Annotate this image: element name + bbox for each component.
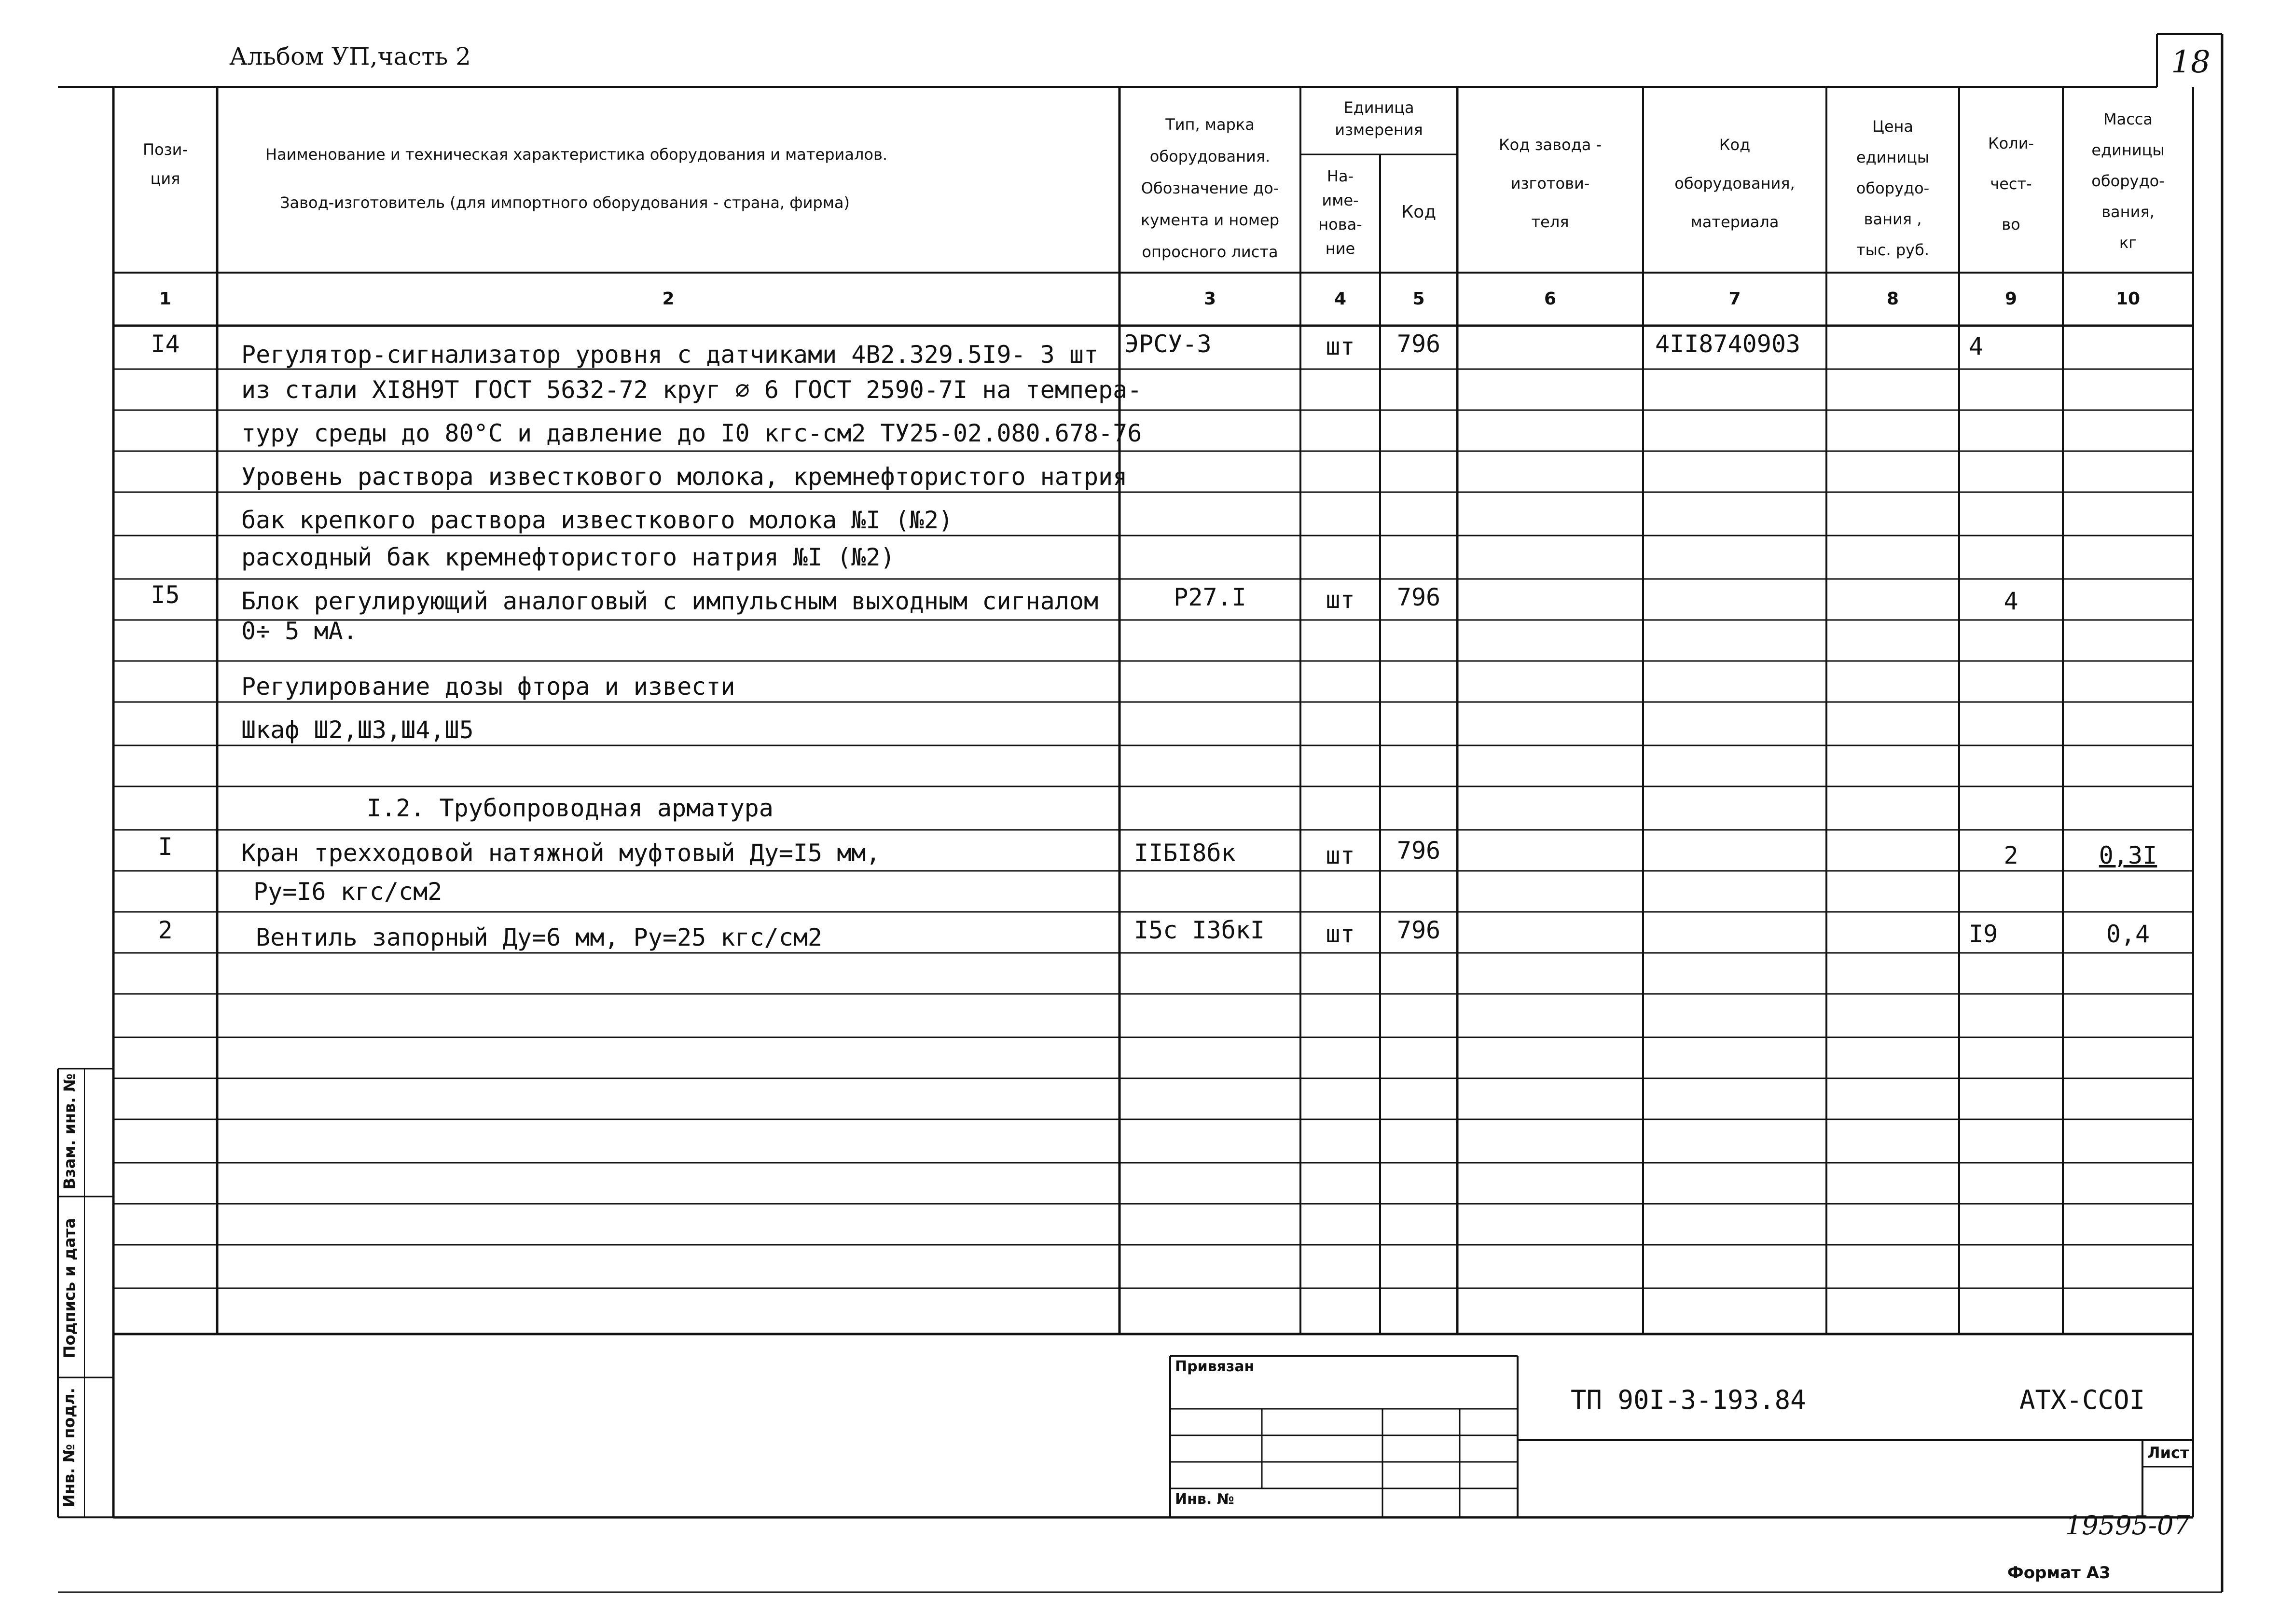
section-heading: I.2. Трубопроводная арматура bbox=[367, 794, 774, 822]
row-name: Уровень раствора известкового молока, кремнефтористого натрия bbox=[241, 463, 1128, 491]
row-type: Р27.I bbox=[1174, 583, 1246, 611]
header-col5: Код bbox=[1401, 202, 1437, 222]
sheet-label: Лист bbox=[2147, 1444, 2189, 1462]
row-code: 796 bbox=[1396, 837, 1441, 865]
row-position: 2 bbox=[158, 916, 173, 944]
column-number: 6 bbox=[1544, 289, 1557, 309]
row-equipment-code: 4II8740903 bbox=[1655, 330, 1801, 358]
side-label-podpis: Подпись и дата bbox=[60, 1218, 79, 1359]
row-name: Регулирование дозы фтора и извести bbox=[241, 673, 735, 701]
document-mark: АТХ-ССОI bbox=[2019, 1385, 2145, 1415]
row-name: 0÷ 5 мА. bbox=[241, 617, 358, 645]
column-number: 9 bbox=[2004, 289, 2017, 309]
row-unit: шт bbox=[1326, 586, 1355, 614]
header-col2: Наименование и техническая характеристика оборудования и материалов. Завод-изготовитель (для импортного оборудования - страна, фирма) bbox=[265, 145, 887, 212]
column-number: 10 bbox=[2115, 289, 2141, 309]
column-number: 3 bbox=[1203, 289, 1216, 309]
column-number: 5 bbox=[1412, 289, 1425, 309]
side-label-inv: Инв. № подл. bbox=[60, 1388, 78, 1507]
header-unit-group: Единица измерения bbox=[1335, 98, 1423, 139]
row-name: Кран трехходовой натяжной муфтовый Ду=I5 мм, bbox=[241, 839, 881, 867]
row-name: Шкаф Ш2,Ш3,Ш4,Ш5 bbox=[241, 716, 474, 744]
header-col1: Пози- ция bbox=[143, 140, 188, 188]
row-quantity: 4 bbox=[1969, 332, 1984, 360]
header-col10: Масса единицы оборудо- вания, кг bbox=[2091, 110, 2165, 252]
row-position: I4 bbox=[151, 330, 180, 358]
stamp-inv-no: Инв. № bbox=[1175, 1491, 1234, 1508]
header-col3: Тип, марка оборудования. Обозначение до- кумента и номер опросного листа bbox=[1140, 115, 1280, 261]
row-unit: шт bbox=[1326, 332, 1355, 360]
header-col7: Код оборудования, материала bbox=[1674, 136, 1795, 231]
row-type: ЭРСУ-3 bbox=[1124, 330, 1212, 358]
row-position: I bbox=[158, 833, 173, 861]
header-col9: Коли- чест- во bbox=[1988, 134, 2034, 234]
side-label-vzam: Взам. инв. № bbox=[60, 1073, 79, 1190]
row-name: расходный бак кремнефтористого натрия №I (№2) bbox=[241, 543, 895, 571]
row-name: Вентиль запорный Ду=6 мм, Ру=25 кгс/см2 bbox=[256, 923, 822, 951]
header-col6: Код завода - изготови- теля bbox=[1498, 136, 1602, 231]
stamp-privyazan: Привязан bbox=[1175, 1358, 1255, 1375]
sheet-corner-number: 18 bbox=[2171, 44, 2211, 80]
row-quantity: I9 bbox=[1969, 920, 1998, 948]
row-name: бак крепкого раствора известкового молока №I (№2) bbox=[241, 506, 953, 534]
row-type: IIБI8бк bbox=[1134, 839, 1236, 867]
row-name: туру среды до 80°С и давление до I0 кгс-см2 ТУ25-02.080.678-76 bbox=[241, 419, 1142, 447]
header-col4: На- имe- нова- ние bbox=[1318, 167, 1362, 258]
column-number: 8 bbox=[1886, 289, 1899, 309]
row-name: Блок регулирующий аналоговый с импульсным выходным сигналом bbox=[241, 587, 1099, 615]
row-type: I5с I3бкI bbox=[1134, 916, 1265, 944]
row-unit: шт bbox=[1326, 920, 1355, 948]
row-mass: 0,3I bbox=[2099, 841, 2157, 869]
column-number: 4 bbox=[1334, 289, 1347, 309]
row-name: Регулятор-сигнализатор уровня с датчиками 4В2.329.5I9- 3 шт bbox=[241, 341, 1099, 369]
document-code: ТП 90I-3-193.84 bbox=[1571, 1385, 1806, 1415]
row-code: 796 bbox=[1396, 583, 1441, 611]
format-label: Формат А3 bbox=[2007, 1563, 2111, 1583]
row-quantity: 4 bbox=[2004, 587, 2018, 615]
header-col8: Цена единицы оборудо- вания , тыс. руб. bbox=[1856, 117, 1930, 259]
row-code: 796 bbox=[1396, 330, 1441, 358]
row-unit: шт bbox=[1326, 841, 1355, 869]
column-number: 2 bbox=[662, 289, 675, 309]
archive-number: 19595-07 bbox=[2065, 1510, 2190, 1541]
row-code: 796 bbox=[1396, 916, 1441, 944]
row-quantity: 2 bbox=[2004, 841, 2018, 869]
row-name: из стали XI8Н9Т ГОСТ 5632-72 круг ∅ 6 ГОСТ 2590-7I на темпера- bbox=[241, 376, 1142, 404]
album-title: Альбом УП,часть 2 bbox=[229, 42, 471, 70]
column-number: 7 bbox=[1728, 289, 1741, 309]
column-number: 1 bbox=[159, 289, 172, 309]
row-position: I5 bbox=[151, 581, 180, 609]
row-name: Ру=I6 кгс/см2 bbox=[253, 878, 442, 906]
row-mass: 0,4 bbox=[2106, 920, 2150, 948]
